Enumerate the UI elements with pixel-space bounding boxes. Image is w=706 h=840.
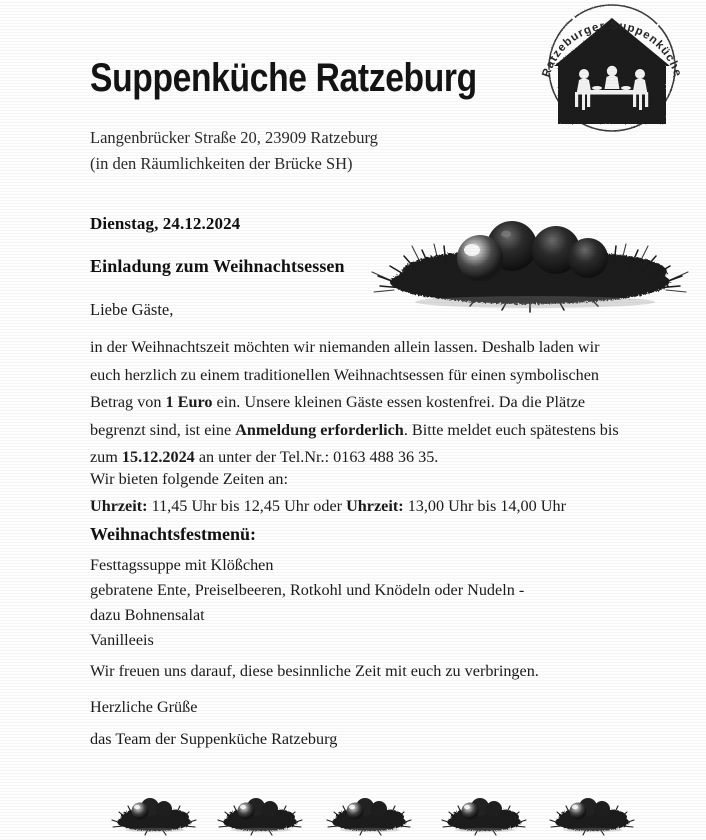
page-title: Suppenküche Ratzeburg bbox=[90, 56, 477, 100]
letter-subject: Einladung zum Weihnachtsessen bbox=[90, 256, 345, 276]
serving-times-label-2: Uhrzeit: bbox=[346, 497, 404, 515]
closing-line-3: das Team der Suppenküche Ratzeburg bbox=[90, 730, 338, 748]
letter-date: Dienstag, 24.12.2024 bbox=[90, 214, 241, 233]
christmas-baubles-fir-branch-repeat bbox=[216, 792, 304, 836]
menu-items-list bbox=[90, 553, 610, 653]
christmas-baubles-fir-branch-repeat bbox=[440, 792, 528, 836]
emphasis-text: 15.12.2024 bbox=[121, 448, 195, 466]
christmas-baubles-fir-branch-photo bbox=[360, 206, 700, 316]
letter-salutation: Liebe Gäste, bbox=[90, 300, 174, 319]
serving-times-intro: Wir bieten folgende Zeiten an: bbox=[90, 470, 289, 488]
menu-item: dazu Bohnensalat bbox=[90, 606, 205, 624]
letter-main-paragraph bbox=[90, 334, 625, 472]
menu-item: Vanilleeis bbox=[90, 631, 154, 649]
body-text: in der Weihnachtszeit möchten wir niemanden allein lassen. Deshalb laden wir euch herzlich zu einem traditionellen Weihnachtsessen für einen symbolischen Betrag von bbox=[90, 338, 600, 411]
serving-times-slots bbox=[90, 493, 630, 520]
christmas-baubles-fir-branch-repeat bbox=[110, 792, 198, 836]
address-line-2: (in den Räumlichkeiten der Brücke SH) bbox=[90, 154, 353, 173]
logo-curved-text: Ratzeburger Suppenküche bbox=[540, 19, 684, 79]
menu-heading: Weihnachtsfestmenü: bbox=[90, 524, 256, 544]
address-line-1: Langenbrücker Straße 20, 23909 Ratzeburg bbox=[90, 128, 378, 147]
emphasis-text: Anmeldung erforderlich bbox=[235, 420, 404, 439]
serving-times-block bbox=[90, 466, 630, 520]
christmas-baubles-fir-branch-repeat bbox=[325, 792, 413, 836]
serving-times-slot-1: 11,45 Uhr bis 12,45 Uhr oder bbox=[147, 497, 347, 515]
emphasis-text: 1 Euro bbox=[165, 393, 213, 411]
serving-times-label-1: Uhrzeit: bbox=[90, 497, 148, 515]
body-text: ein. Unsere kleinen Gäste essen kostenfrei. Da die Plätze begrenzt sind, ist eine bbox=[90, 393, 586, 439]
soup-kitchen-house-logo bbox=[529, 2, 695, 134]
closing-line-2: Herzliche Grüße bbox=[90, 698, 198, 716]
serving-times-slot-2: 13,00 Uhr bis 14,00 Uhr bbox=[403, 497, 566, 515]
menu-item: gebratene Ente, Preiselbeeren, Rotkohl und Knödeln oder Nudeln - bbox=[90, 581, 525, 599]
bottom-decoration-strip bbox=[0, 792, 706, 840]
menu-item: Festtagssuppe mit Klößchen bbox=[90, 556, 274, 574]
christmas-baubles-fir-branch-repeat bbox=[548, 792, 636, 836]
body-text: . Bitte meldet euch spätestens bis zum bbox=[90, 420, 619, 466]
closing-line-1: Wir freuen uns darauf, diese besinnliche Zeit mit euch zu verbringen. bbox=[90, 662, 539, 680]
body-text: an unter der Tel.Nr.: 0163 488 36 35. bbox=[194, 448, 439, 466]
